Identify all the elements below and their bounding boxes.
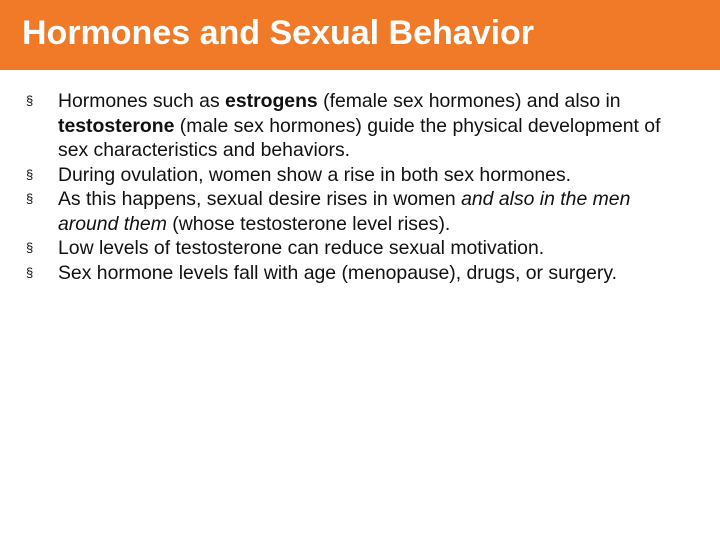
slide-title: Hormones and Sexual Behavior: [22, 14, 535, 52]
bullet-text: [58, 237, 544, 259]
bullet-text: [58, 164, 571, 186]
bullet-text-segment: During ovulation, women show a rise in both sex hormones.: [58, 163, 572, 186]
bullet-text-segment: Sex hormone levels fall with age (menopause), drugs, or surgery.: [58, 261, 618, 284]
bullet-item: [26, 236, 686, 261]
bullet-item: [26, 163, 686, 188]
bullet-text-segment: As this happens, sexual desire rises in women: [58, 188, 462, 210]
bullet-emphasis-italic: and also in the men around them: [58, 188, 631, 235]
bullet-list: [26, 89, 686, 285]
bullet-text-segment: Hormones such as: [58, 90, 226, 112]
bullet-item: [26, 261, 686, 286]
square-bullet-icon: §: [26, 240, 34, 255]
bullet-item: [26, 187, 686, 236]
bullet-emphasis-bold: estrogens: [225, 90, 318, 112]
bullet-text-segment: (male sex hormones) guide the physical development of sex characteristics and behaviors.: [58, 114, 661, 161]
square-bullet-icon: §: [26, 93, 34, 108]
square-bullet-icon: §: [26, 264, 34, 280]
bullet-text-segment: Low levels of testosterone can reduce sexual motivation.: [58, 237, 545, 259]
bullet-text-segment: (female sex hormones) and also in: [317, 90, 621, 112]
square-bullet-icon: §: [26, 166, 34, 182]
bullet-text-segment: (whose testosterone level rises).: [166, 212, 451, 235]
bullet-text: [58, 188, 630, 235]
title-bar: [0, 0, 720, 70]
bullet-emphasis-bold: testosterone: [58, 114, 175, 137]
bullet-text: [58, 90, 660, 161]
bullet-text: [58, 262, 617, 284]
bullet-item: [26, 89, 686, 163]
square-bullet-icon: §: [26, 191, 34, 206]
